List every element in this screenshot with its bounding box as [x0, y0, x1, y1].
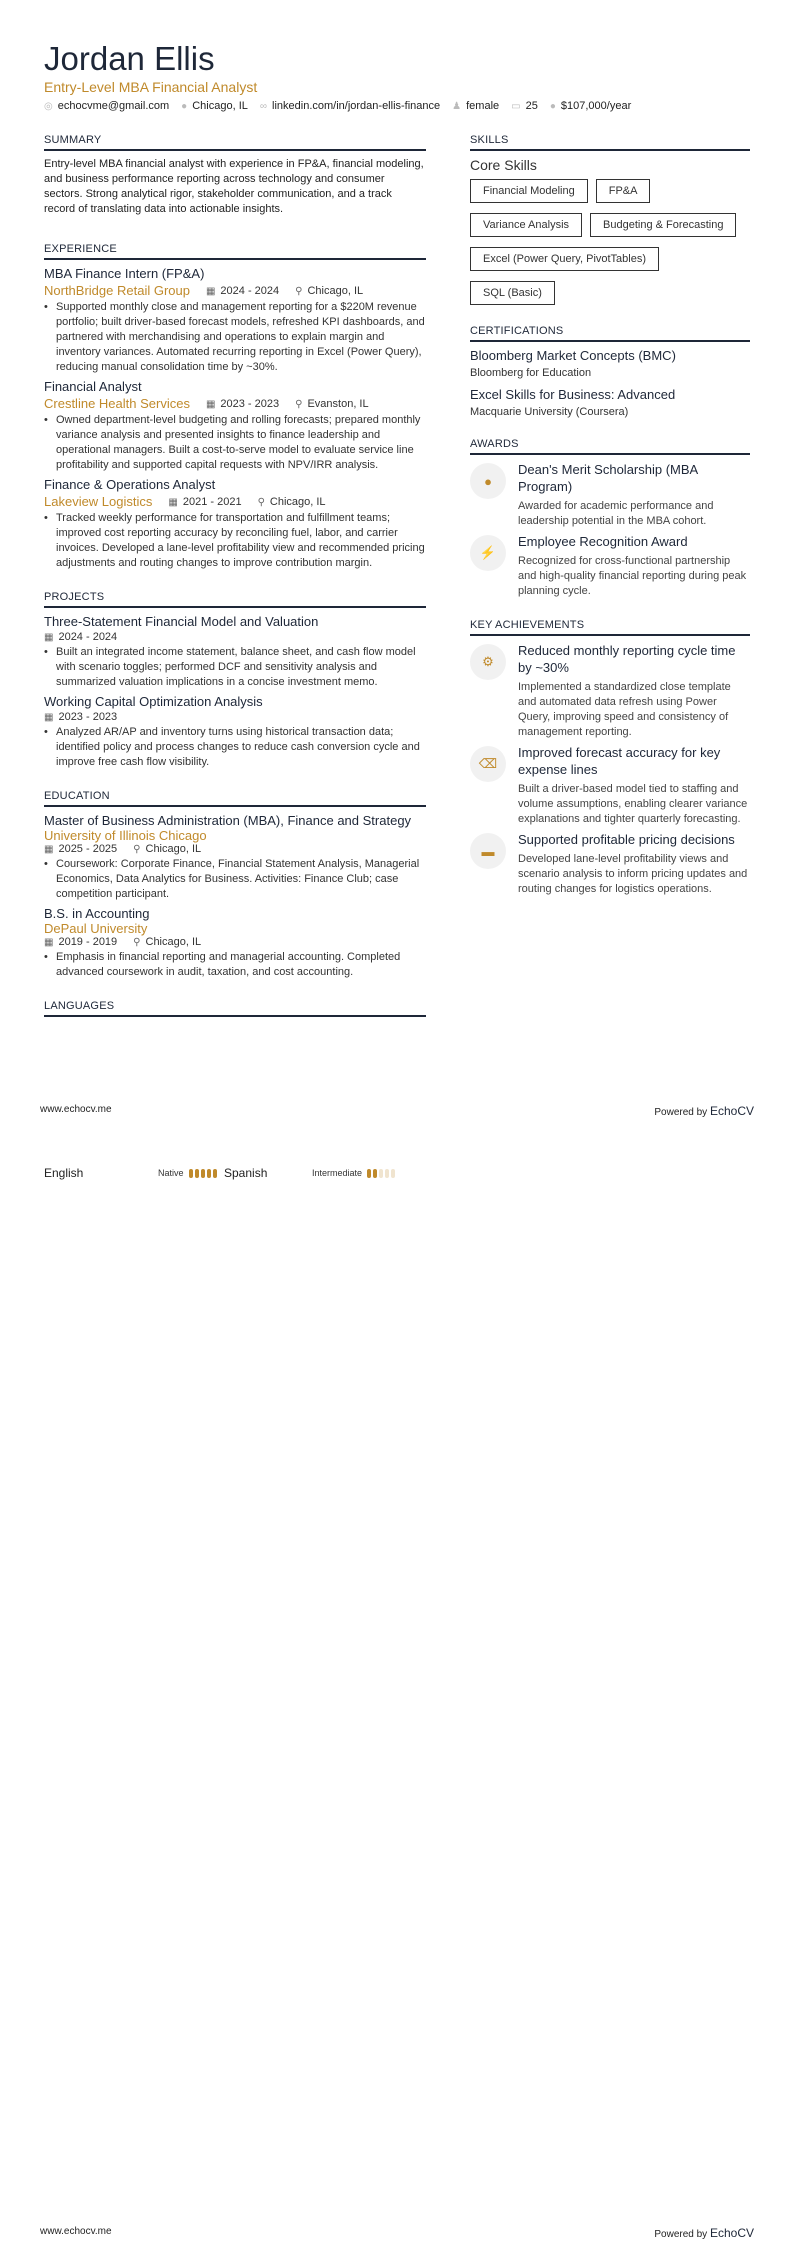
calendar-icon: ▦: [205, 398, 216, 410]
experience-item: [44, 379, 426, 473]
project-bullet: • Analyzed AR/AP and inventory turns using historical transaction data; identified policy and process changes to reduce cash conversion cycle and improve free cash flow visibility.: [44, 725, 426, 770]
candidate-title: Entry-Level MBA Financial Analyst: [44, 79, 258, 95]
footer-site-link[interactable]: www.echocv.me: [40, 2226, 112, 2237]
location-icon: ⚲: [257, 496, 265, 508]
awards-item: [470, 461, 750, 529]
achievements-section: [470, 619, 750, 897]
calendar-icon: ▭: [511, 101, 521, 112]
language-name: English: [44, 1166, 84, 1180]
project-item: [44, 614, 426, 690]
awards-item: [470, 533, 750, 599]
item-desc: Recognized for cross-functional partnership and high-quality financial reporting during peak planning cycle.: [518, 555, 747, 597]
contact-age: [511, 100, 538, 112]
footer-powered: [654, 1104, 754, 1118]
skill-group-title: Core Skills: [470, 157, 537, 173]
skill-tag: FP&A: [596, 179, 651, 203]
page-footer: [40, 1104, 754, 1118]
achievements-item: [470, 744, 750, 827]
calendar-icon: ▦: [168, 496, 178, 508]
footer-site-link[interactable]: www.echocv.me: [40, 1104, 112, 1115]
language-item: [224, 1166, 424, 1180]
contact-text: Chicago, IL: [192, 100, 248, 112]
cert-name: Excel Skills for Business: Advanced: [470, 387, 676, 402]
calendar-icon: ▦: [44, 844, 54, 855]
degree: B.S. in Accounting: [44, 906, 150, 921]
right-column: [470, 134, 750, 917]
user-icon: ♟: [452, 101, 462, 112]
job-location: Chicago, IL: [307, 284, 364, 297]
contact-text: linkedin.com/in/jordan-ellis-finance: [272, 100, 441, 112]
job-dates: 2023 - 2023: [220, 397, 280, 410]
rating-dot: [213, 1169, 217, 1178]
languages-list: [44, 1166, 424, 1180]
job-location: Chicago, IL: [269, 495, 326, 508]
cert-issuer: Bloomberg for Education: [470, 367, 592, 379]
job-title: MBA Finance Intern (FP&A): [44, 266, 205, 281]
project-dates: 2024 - 2024: [58, 631, 118, 643]
section-heading: SKILLS: [470, 134, 750, 151]
item-title: Dean's Merit Scholarship (MBA Program): [518, 462, 698, 494]
bolt-icon: ⚡: [470, 535, 506, 571]
achievements-item: [470, 642, 750, 740]
job-dates: 2024 - 2024: [220, 284, 280, 297]
job-location: Evanston, IL: [307, 397, 369, 410]
project-dates: 2023 - 2023: [58, 711, 118, 723]
backspace-icon: ⌫: [470, 746, 506, 782]
edu-bullet: • Emphasis in financial reporting and managerial accounting. Completed advanced coursework in audit, taxation, and cost accounting.: [44, 950, 426, 980]
section-heading: AWARDS: [470, 438, 750, 455]
location-icon: ⚲: [295, 285, 303, 297]
school-name: University of Illinois Chicago: [44, 828, 207, 843]
projects-section: [44, 591, 426, 770]
archive-icon: ▬: [470, 833, 506, 869]
section-heading: EXPERIENCE: [44, 243, 426, 260]
rating-dot: [367, 1169, 371, 1178]
skill-tag: SQL (Basic): [470, 281, 555, 305]
experience-section: [44, 243, 426, 571]
page-footer: [40, 2226, 754, 2240]
link-icon: ∞: [259, 101, 268, 112]
location-icon: ⚲: [133, 937, 141, 948]
skill-tag: Financial Modeling: [470, 179, 588, 203]
rating-dot: [195, 1169, 199, 1178]
item-title: Reduced monthly reporting cycle time by ~30%: [518, 643, 736, 675]
contact-text: female: [466, 100, 500, 112]
contact-text: echocvme@gmail.com: [57, 100, 170, 112]
item-desc: Built a driver-based model tied to staffing and volume assumptions, enabling clearer variance explanations and tighter quarterly forecasting.: [518, 783, 748, 825]
candidate-name: Jordan Ellis: [44, 40, 215, 77]
certifications-section: [470, 325, 750, 418]
awards-section: [470, 438, 750, 599]
skills-section: [470, 134, 750, 305]
contact-gender: [452, 100, 499, 112]
rating-dot: [391, 1169, 395, 1178]
item-desc: Developed lane-level profitability views and scenario analysis to inform pricing updates and routing changes for logistics operations.: [518, 853, 748, 895]
section-heading: EDUCATION: [44, 790, 426, 807]
certification-item: [470, 387, 750, 418]
powered-label: Powered by: [654, 1107, 708, 1118]
location-icon: ●: [181, 101, 188, 112]
footer-powered: [654, 2226, 754, 2240]
rating-dot: [385, 1169, 389, 1178]
item-desc: Awarded for academic performance and leadership potential in the MBA cohort.: [518, 500, 714, 527]
section-heading: KEY ACHIEVEMENTS: [470, 619, 750, 636]
experience-item: [44, 477, 426, 571]
contact-list: [44, 100, 631, 112]
section-heading: CERTIFICATIONS: [470, 325, 750, 342]
education-item: [44, 906, 426, 980]
brand-name: EchoCV: [709, 2226, 754, 2240]
contact-location: [181, 100, 248, 112]
contact-text: $107,000/year: [560, 100, 632, 112]
education-section: [44, 790, 426, 980]
company-name: NorthBridge Retail Group: [44, 283, 190, 298]
gear-icon: ⚙: [470, 644, 506, 680]
contact-salary: [550, 100, 631, 112]
powered-label: Powered by: [654, 2229, 708, 2240]
job-dates: 2021 - 2021: [182, 495, 242, 508]
company-name: Crestline Health Services: [44, 396, 190, 411]
project-bullet: • Built an integrated income statement, balance sheet, and cash flow model with scenario toggles; performed DCF and sensitivity analysis and summarized valuation implications in a concise investment memo.: [44, 645, 426, 690]
contact-email[interactable]: [44, 100, 169, 112]
cert-issuer: Macquarie University (Coursera): [470, 406, 629, 418]
summary-text: Entry-level MBA financial analyst with experience in FP&A, financial modeling, and business performance reporting across technology and consumer sectors. Strong analytical rigor, stakeholder communication, and a track record of translating data into actionable insights.: [44, 158, 424, 215]
languages-section: [44, 1000, 426, 1017]
item-title: Employee Recognition Award: [518, 534, 688, 549]
at-icon: ◎: [44, 101, 53, 112]
contact-text: 25: [525, 100, 538, 112]
certification-item: [470, 348, 750, 379]
language-rating: [367, 1169, 395, 1178]
language-name: Spanish: [224, 1166, 268, 1180]
job-bullet: • Owned department-level budgeting and rolling forecasts; prepared monthly variance analysis and presented insights to finance leadership and operational managers. Built a cost-to-serve model to evaluate service line profitability and supported capital requests with NPV/IRR analysis.: [44, 413, 426, 473]
project-title: Working Capital Optimization Analysis: [44, 694, 263, 709]
section-heading: SUMMARY: [44, 134, 426, 151]
achievements-item: [470, 831, 750, 897]
language-level: Native: [158, 1168, 184, 1178]
degree: Master of Business Administration (MBA), Finance and Strategy: [44, 813, 412, 828]
experience-item: [44, 266, 426, 375]
job-bullet: • Tracked weekly performance for transportation and fulfillment teams; improved cost reporting accuracy by reconciling fuel, labor, and carrier invoices. Developed a lane-level profitability view and recommended pricing adjustments and routing changes to improve contribution margin.: [44, 511, 426, 571]
job-title: Finance & Operations Analyst: [44, 477, 216, 492]
left-column: [44, 134, 426, 1037]
dollar-icon: ●: [549, 101, 556, 112]
item-title: Improved forecast accuracy for key expense lines: [518, 745, 721, 777]
project-item: [44, 694, 426, 770]
school-name: DePaul University: [44, 921, 148, 936]
rating-dot: [379, 1169, 383, 1178]
medal-icon: ●: [470, 463, 506, 499]
language-rating: [189, 1169, 217, 1178]
cert-name: Bloomberg Market Concepts (BMC): [470, 348, 676, 363]
edu-location: Chicago, IL: [145, 843, 202, 855]
company-name: Lakeview Logistics: [44, 494, 153, 509]
job-bullet: • Supported monthly close and management reporting for a $220M revenue portfolio; built driver-based forecast models, refreshed KPI dashboards, and partnered with merchandising and operations to explain margin and inventory variances. Automated recurring reporting in Excel (Power Query), reducing manual consolidation time by ~30%.: [44, 300, 426, 375]
item-title: Supported profitable pricing decisions: [518, 832, 735, 847]
item-desc: Implemented a standardized close template and automated data refresh using Power Query, improving speed and consistency of management reporting.: [518, 681, 731, 738]
rating-dot: [189, 1169, 193, 1178]
brand-name: EchoCV: [709, 1104, 754, 1118]
job-title: Financial Analyst: [44, 379, 142, 394]
contact-linkedin[interactable]: [260, 100, 440, 112]
section-heading: PROJECTS: [44, 591, 426, 608]
rating-dot: [201, 1169, 205, 1178]
section-heading: LANGUAGES: [44, 1000, 426, 1017]
project-title: Three-Statement Financial Model and Valuation: [44, 614, 319, 629]
edu-dates: 2025 - 2025: [58, 843, 118, 855]
calendar-icon: ▦: [44, 632, 54, 643]
language-item: [44, 1166, 244, 1180]
calendar-icon: ▦: [205, 285, 216, 297]
edu-dates: 2019 - 2019: [58, 936, 118, 948]
calendar-icon: ▦: [44, 937, 54, 948]
edu-location: Chicago, IL: [145, 936, 202, 948]
skill-tag: Excel (Power Query, PivotTables): [470, 247, 659, 271]
rating-dot: [373, 1169, 377, 1178]
education-item: [44, 813, 426, 902]
edu-bullet: • Coursework: Corporate Finance, Financial Statement Analysis, Managerial Economics, Data Analytics for Business. Activities: Finance Club; case competition participant.: [44, 857, 426, 902]
summary-section: [44, 134, 426, 217]
language-level: Intermediate: [312, 1168, 363, 1178]
skill-tag: Variance Analysis: [470, 213, 582, 237]
calendar-icon: ▦: [44, 712, 54, 723]
location-icon: ⚲: [295, 398, 303, 410]
rating-dot: [207, 1169, 211, 1178]
skill-tag: Budgeting & Forecasting: [590, 213, 736, 237]
location-icon: ⚲: [133, 844, 141, 855]
